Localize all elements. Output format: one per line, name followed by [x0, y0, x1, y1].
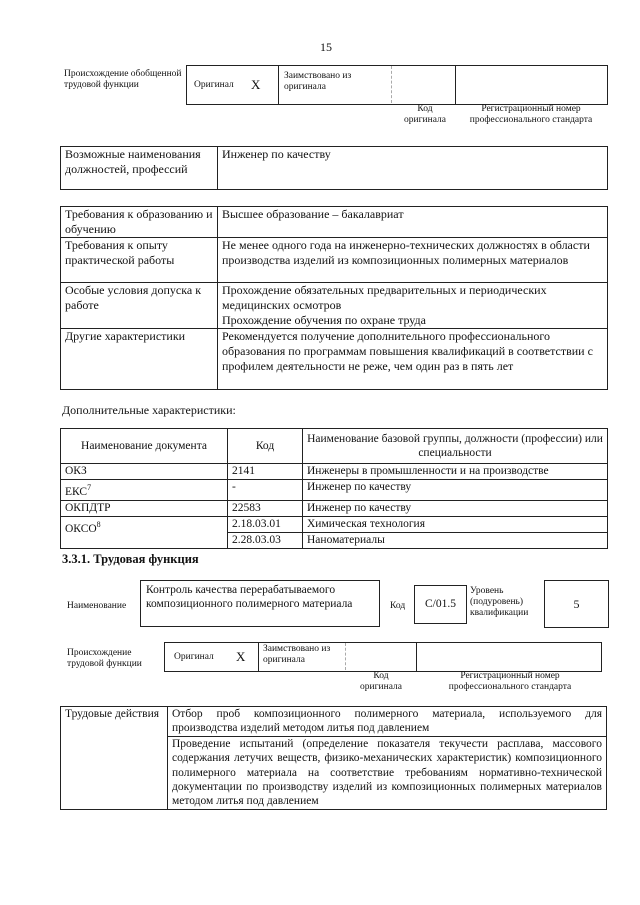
extra-code: 2.28.03.03 — [228, 532, 303, 548]
extra-name: Инженеры в промышленности и на производстве — [303, 464, 608, 480]
function-name-value: Контроль качества перерабатываемого композиционного полимерного материала — [140, 580, 380, 627]
actions-label: Трудовые действия — [61, 707, 168, 810]
positions-value: Инженер по качеству — [218, 147, 608, 190]
requirement-value: Не менее одного года на инженерно-технических должностях в области производства изделий из композиционных полимерных материалов — [218, 238, 608, 283]
actions-item: Отбор проб композиционного полимерного материала, используемого для производства изделий методом литья под давлением — [168, 707, 607, 737]
origin-function-borrowed: Заимствовано из оригинала — [263, 644, 331, 665]
table-row — [61, 516, 608, 532]
requirement-value: Рекомендуется получение дополнительного профессионального образования по программам повышения квалификаций в соответствии с профилем деятельности не реже, чем один раз в пять лет — [218, 329, 608, 390]
extra-code: - — [228, 480, 303, 501]
requirements-row — [61, 207, 608, 238]
function-level-value: 5 — [544, 580, 609, 628]
extra-name: Инженер по качеству — [303, 480, 608, 501]
extra-name: Химическая технология — [303, 516, 608, 532]
origin-function-code-caption: Код оригинала — [360, 671, 402, 692]
extra-code: 2.18.03.01 — [228, 516, 303, 532]
origin-generalized-mark: X — [251, 77, 261, 92]
requirement-label: Особые условия допуска к работе — [61, 283, 218, 329]
requirement-label: Требования к опыту практической работы — [61, 238, 218, 283]
requirements-row — [61, 329, 608, 390]
requirements-row — [61, 283, 608, 329]
requirement-value-2: Прохождение обучения по охране труда — [222, 313, 426, 327]
extra-header-code: Код — [228, 429, 303, 464]
table-row — [61, 500, 608, 516]
origin-function-reg-caption: Регистрационный номер профессионального стандарта — [448, 671, 572, 692]
requirement-label: Требования к образованию и обучению — [61, 207, 218, 238]
extra-doc: ОКЗ — [61, 464, 228, 480]
extra-name: Наноматериалы — [303, 532, 608, 548]
origin-function-mark: X — [236, 649, 246, 664]
section-heading: 3.3.1. Трудовая функция — [62, 552, 199, 566]
extra-heading: Дополнительные характеристики: — [62, 403, 236, 417]
extra-header-name: Наименование базовой группы, должности (профессии) или специальности — [303, 429, 608, 464]
requirements-row — [61, 238, 608, 283]
extra-code: 2141 — [228, 464, 303, 480]
function-level-label: Уровень (подуровень) квалификации — [470, 586, 529, 618]
positions-table — [60, 146, 608, 190]
extra-doc: ОКПДТР — [61, 500, 228, 516]
origin-generalized-box — [186, 65, 608, 105]
requirement-value: Прохождение обязательных предварительных и периодических медицинских осмотров — [222, 283, 547, 312]
extra-doc: ОКСО$^8$ — [61, 516, 228, 548]
origin-generalized-original: Оригинал — [194, 80, 234, 90]
table-row — [61, 464, 608, 480]
actions-item: Проведение испытаний (определение показателя текучести расплава, массового содержания летучих веществ, физико-механических характеристик) композиционного полимерного материала на соответствие требованиям нормативно-технической документации по производству изделий из композиционных полимерных материалов методом литья под давлением — [168, 736, 607, 809]
page-number: 15 — [320, 40, 332, 54]
extra-doc: ЕКС$^7$ — [61, 480, 228, 501]
origin-generalized-reg-caption: Регистрационный номер профессионального стандарта — [469, 104, 593, 125]
extra-name: Инженер по качеству — [303, 500, 608, 516]
table-row — [61, 480, 608, 501]
positions-label: Возможные наименования должностей, профессий — [61, 147, 218, 190]
requirement-label: Другие характеристики — [61, 329, 218, 390]
function-name-label: Наименование — [67, 601, 127, 611]
extra-header-doc: Наименование документа — [61, 429, 228, 464]
extra-table-header — [61, 429, 608, 464]
requirement-value: Высшее образование – бакалавриат — [218, 207, 608, 238]
origin-function-box — [164, 642, 602, 672]
extra-code: 22583 — [228, 500, 303, 516]
requirements-table — [60, 206, 608, 390]
table-row — [61, 707, 607, 737]
origin-generalized-borrowed: Заимствовано из оригинала — [284, 71, 352, 92]
origin-generalized-label: Происхождение обобщенной трудовой функции — [64, 69, 182, 90]
actions-table — [60, 706, 607, 810]
extra-table — [60, 428, 608, 549]
function-code-label: Код — [390, 601, 406, 611]
origin-generalized-code-caption: Код оригинала — [404, 104, 446, 125]
origin-function-label: Происхождение трудовой функции — [67, 648, 142, 669]
origin-function-original: Оригинал — [174, 652, 214, 662]
function-code-value: С/01.5 — [414, 585, 467, 624]
